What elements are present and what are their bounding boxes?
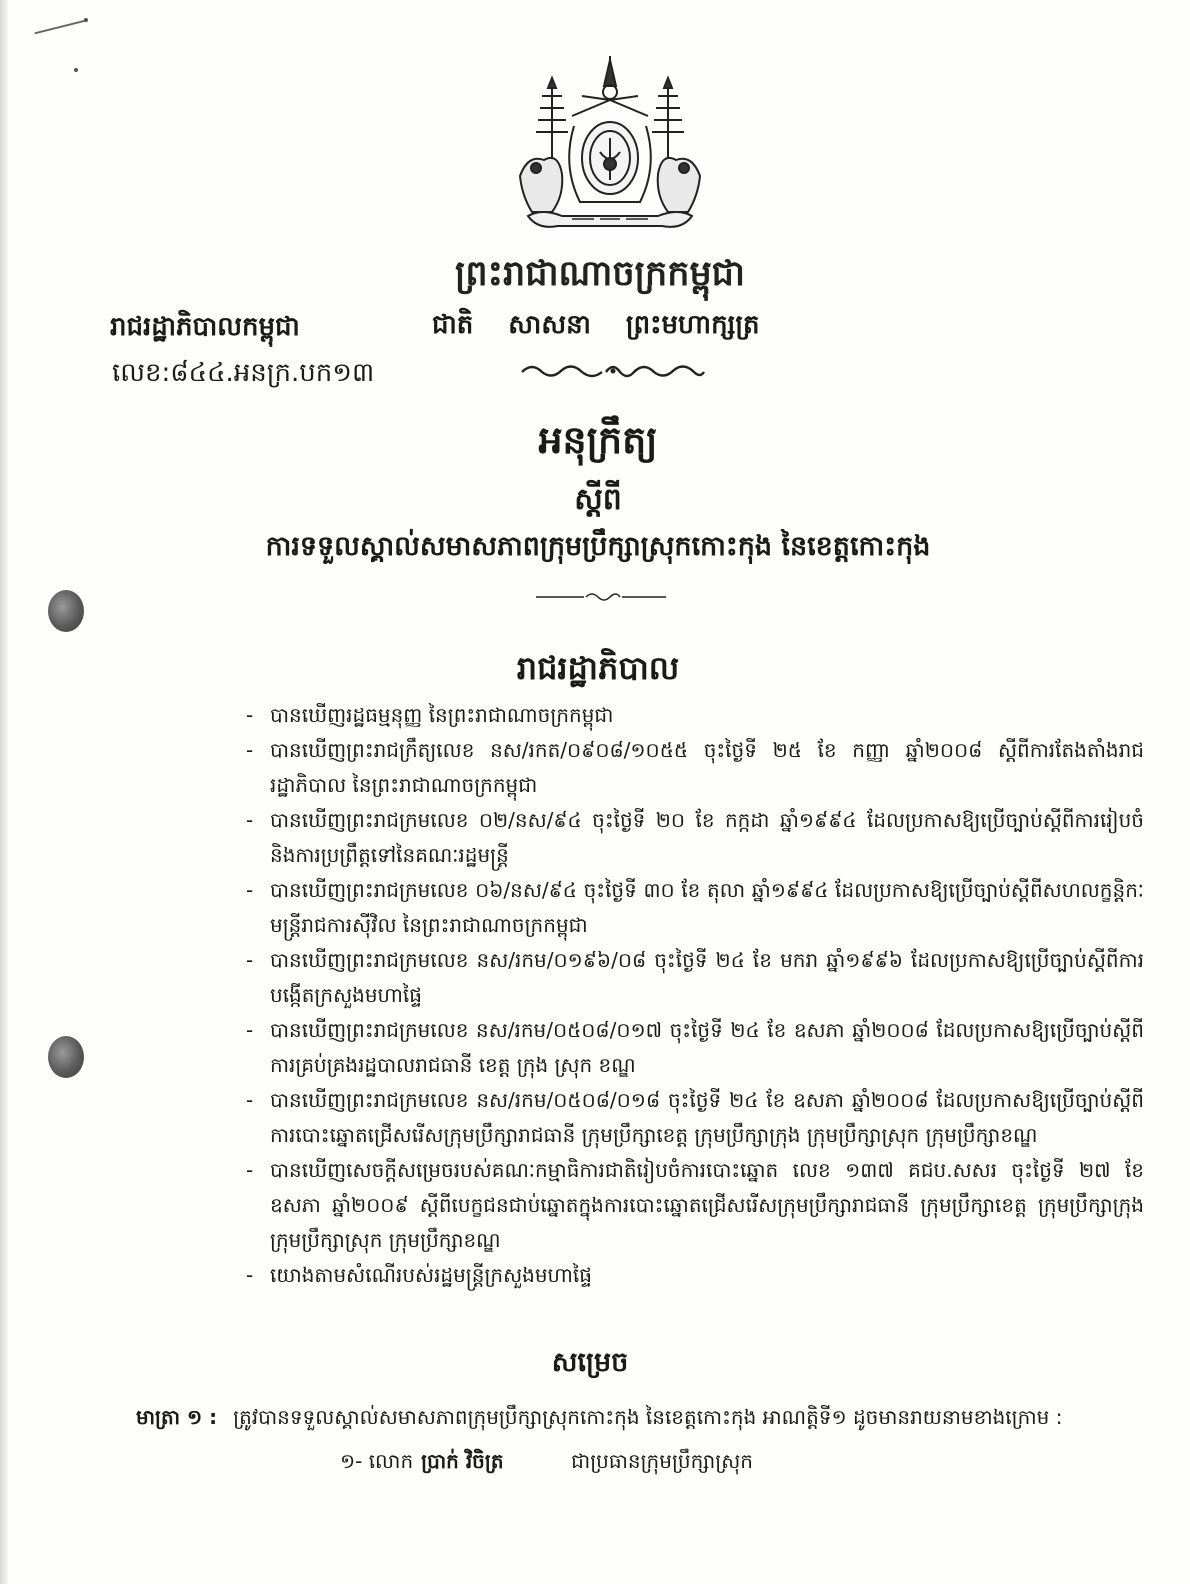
document-number: លេខ:៨៤៤.អនក្រ.បក១៣ bbox=[112, 358, 375, 388]
considerations-list bbox=[244, 698, 1144, 1293]
scan-speck bbox=[84, 18, 88, 22]
member-role: ជាប្រធានក្រុមប្រឹក្សាស្រុក bbox=[571, 1449, 753, 1473]
royal-emblem-icon bbox=[512, 56, 708, 236]
member-prefix: ១- លោក bbox=[340, 1449, 414, 1473]
list-item: - បានឃើញព្រះរាជក្រមលេខ នស/រកម/០១៩៦/០៨ ចុះថ្ងៃទី ២៤ ខែ មករា ឆ្នាំ១៩៩៦ ដែលប្រកាសឱ្យប្រើច្បាប់ស្ដីពីការបង្កើតក្រសួងមហាផ្ទៃ bbox=[246, 948, 1144, 1007]
ornament-divider-icon bbox=[518, 360, 708, 382]
punch-hole bbox=[48, 1036, 84, 1078]
document-about: ស្ដីពី bbox=[574, 482, 622, 517]
list-item: - បានឃើញព្រះរាជក្រមលេខ នស/រកម/០៥០៨/០១៨ ចុះថ្ងៃទី ២៤ ខែ ឧសភា ឆ្នាំ២០០៨ ដែលប្រកាសឱ្យប្រើច្បាប់ស្ដីពីការបោះឆ្នោតជ្រើសរើសក្រុមប្រឹក្សារាជធានី ក្រុមប្រឹក្សាខេត្ត ក្រុមប្រឹក្សាក្រុង ក្រុមប្រឹក្សាស្រុក ក្រុមប្រឹក្សាខណ្ឌ bbox=[246, 1088, 1144, 1147]
scan-speck bbox=[74, 68, 78, 72]
scan-mark bbox=[35, 20, 86, 35]
article-label: មាត្រា ១ : bbox=[136, 1405, 218, 1429]
article-1 bbox=[136, 1404, 1146, 1434]
list-item: - បានឃើញសេចក្ដីសម្រេចរបស់គណៈកម្មាធិការជាតិរៀបចំការបោះឆ្នោត លេខ ១៣៧ គជប.សសរ ចុះថ្ងៃទី ២៧ ខែ ឧសភា ឆ្នាំ២០០៩ ស្ដីពីបេក្ខជនជាប់ឆ្នោតក្នុងការបោះឆ្នោតជ្រើសរើសក្រុមប្រឹក្សារាជធានី ក្រុមប្រឹក្សាខេត្ត ក្រុមប្រឹក្សាក្រុង ក្រុមប្រឹក្សាស្រុក ក្រុមប្រឹក្សាខណ្ឌ bbox=[246, 1158, 1144, 1252]
national-motto: ជាតិ សាសនា ព្រះមហាក្សត្រ bbox=[432, 310, 760, 340]
decision-heading: សម្រេច bbox=[551, 1347, 629, 1378]
article-text: ត្រូវបានទទួលស្គាល់សមាសភាពក្រុមប្រឹក្សាស្រុកកោះកុង នៃខេត្តកោះកុង អាណត្តិទី១ ដូចមានរាយនាមខាងក្រោម : bbox=[233, 1405, 1063, 1429]
list-item: - បានឃើញព្រះរាជក្រឹត្យលេខ នស/រកត/០៩០៨/១០៥៥ ចុះថ្ងៃទី ២៥ ខែ កញ្ញា ឆ្នាំ២០០៨ ស្ដីពីការតែងតាំងរាជរដ្ឋាភិបាល នៃព្រះរាជាណាចក្រកម្ពុជា bbox=[246, 738, 1144, 797]
document-subject: ការទទួលស្គាល់សមាសភាពក្រុមប្រឹក្សាស្រុកកោះកុង នៃខេត្តកោះកុង bbox=[265, 531, 931, 562]
list-item: - បានឃើញព្រះរាជក្រមលេខ ០៦/នស/៩៤ ចុះថ្ងៃទី ៣០ ខែ តុលា ឆ្នាំ១៩៩៤ ដែលប្រកាសឱ្យប្រើច្បាប់ស្ដីពីសហលក្ខន្តិកៈមន្ត្រីរាជការស៊ីវិល នៃព្រះរាជាណាចក្រកម្ពុជា bbox=[246, 878, 1144, 937]
document-type: អនុក្រឹត្យ bbox=[538, 418, 658, 462]
scan-edge bbox=[0, 0, 8, 1584]
list-item: - បានឃើញព្រះរាជក្រមលេខ នស/រកម/០៥០៨/០១៧ ចុះថ្ងៃទី ២៤ ខែ ឧសភា ឆ្នាំ២០០៨ ដែលប្រកាសឱ្យប្រើច្បាប់ស្ដីពីការគ្រប់គ្រងរដ្ឋបាលរាជធានី ខេត្ត ក្រុង ស្រុក ខណ្ឌ bbox=[246, 1018, 1144, 1077]
government-name: រាជរដ្ឋាភិបាលកម្ពុជា bbox=[110, 312, 300, 342]
punch-hole bbox=[48, 590, 84, 632]
list-item: - បានឃើញរដ្ឋធម្មនុញ្ញ នៃព្រះរាជាណាចក្រកម្ពុជា bbox=[246, 703, 614, 727]
member-row bbox=[340, 1448, 1040, 1478]
list-item: - បានឃើញព្រះរាជក្រមលេខ ០២/នស/៩៤ ចុះថ្ងៃទី ២០ ខែ កក្កដា ឆ្នាំ១៩៩៤ ដែលប្រកាសឱ្យប្រើច្បាប់ស្ដីពីការរៀបចំ និងការប្រព្រឹត្តទៅនៃគណៈរដ្ឋមន្ត្រី bbox=[246, 808, 1144, 867]
list-item: - យោងតាមសំណើរបស់រដ្ឋមន្ត្រីក្រសួងមហាផ្ទៃ bbox=[246, 1263, 592, 1287]
government-heading: រាជរដ្ឋាភិបាល bbox=[516, 649, 680, 687]
member-name: ប្រាក់ វិចិត្រ bbox=[421, 1449, 504, 1473]
section-divider-icon bbox=[536, 590, 666, 604]
kingdom-title: ព្រះរាជាណាចក្រកម្ពុជា bbox=[454, 254, 745, 294]
